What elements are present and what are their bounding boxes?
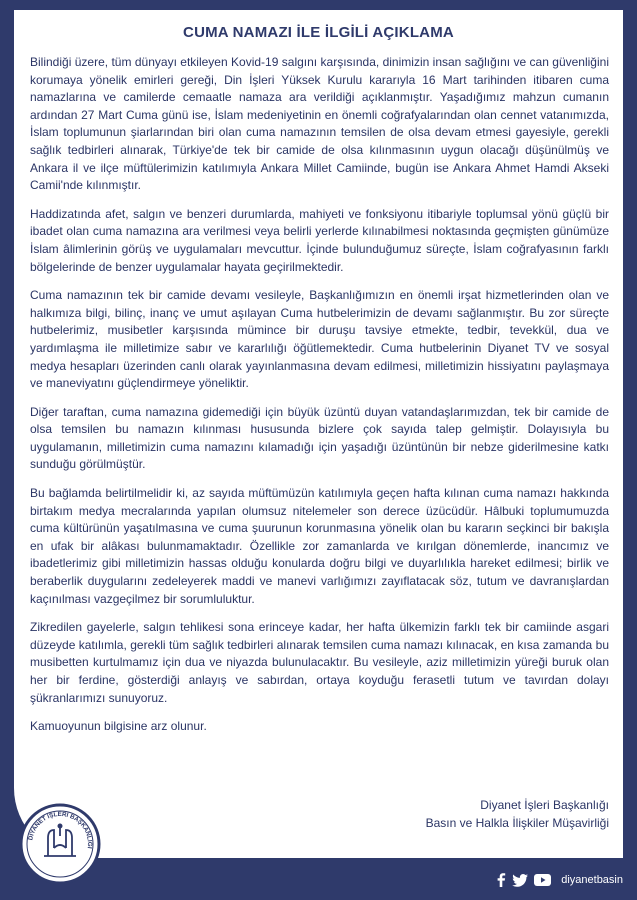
social-footer [497,870,623,890]
paragraph-2: Haddizatında afet, salgın ve benzeri durumlarda, mahiyeti ve fonksiyonu itibariyle toplumsal yönü güçlü bir ibadet olan cuma namazına ara verilmesi veya belirli yerlerde kılınabilmesi noktasında geçmişten günümüze İslam âlimlerinin görüş ve uygulamaları mevcuttur. İçinde bulunduğumuz süreçte, İslam coğrafyasının farklı bölgelerinde de benzer uygulamalar hayata geçirilmektedir. [30,206,609,274]
social-handle[interactable]: diyanetbasin [561,874,623,886]
paragraph-6: Zikredilen gayelerle, salgın tehlikesi sona erinceye kadar, her hafta ülkemizin farklı tek bir camiinde asgari düzeyde katılımla, gerekli tüm sağlık tedbirleri alınarak temsilen cuma namazı kılınacak, en kısa zamanda bu musibetten kurtulmamız için dua ve niyazda bulunulacaktır. Bu vesileyle, aziz milletimizin yüreği buruk olan her bir ferdine, gösterdiği anlayış ve sabırdan, ortaya koyduğu ferasetli tutum ve tavırdan dolayı şükranlarımızı sunuyoruz. [30,620,609,705]
document-body [30,54,609,747]
paragraph-5: Bu bağlamda belirtilmelidir ki, az sayıda müftümüzün katılımıyla geçen hafta kılınan cuma namazı hakkında birtakım medya mecralarında yapılan olumsuz nitelemeler son derece üzücüdür. Hâlbuki toplumumuzda cuma kültürünün yaşatılmasına ve cuma şuurunun korunmasına yönelik olan bu kararın seçkinci bir bakışla en ufak bir alâkası bulunmamaktadır. Özellikle zor zamanlarda ve kırılgan dönemlerde, inancımız ve ibadetlerimiz gibi milletimizin hassas olduğu konularda doğru bilgi ve duyarlılıkla hareket edilmesi; birlik ve beraberlik duygularını zedeleyerek maddi ve manevi varlığımızı zayıflatacak söz, tutum ve davranışlardan kaçınılması vazgeçilmez bir sorumluluktur. [30,486,609,606]
signature-line-1: Diyanet İşleri Başkanlığı [480,798,609,812]
signature-line-2: Basın ve Halkla İlişkiler Müşavirliği [425,816,609,830]
twitter-icon[interactable] [512,874,528,887]
closing-line: Kamuoyunun bilgisine arz olunur. [30,719,207,734]
paragraph-3: Cuma namazının tek bir camide devamı vesileyle, Başkanlığımızın en önemli irşat hizmetlerinden olan ve halkımıza bilgi, bilinç, inanç ve umut aşılayan Cuma hutbelerimizin de devamı sağlanmıştır. Bu zor süreçte hutbelerimiz, musibetler karşısında mümince bir duruşu tavsiye etmekte, tedbir, tevekkül, dua ve yardımlaşma ile milletimize sabır ve kararlılığı öğütlemektedir. Cuma hutbelerinin Diyanet TV ve sosyal medya hesapları üzerinden canlı olarak yayınlanmasına devam edilmesi, milletimizin hissiyatını paylaşmaya ve maneviyatını güçlendirmeye yöneliktir. [30,288,609,391]
signature-block [426,796,609,832]
paragraph-4: Diğer taraftan, cuma namazına gidemediği için büyük üzüntü duyan vatandaşlarımızdan, tek bir camide de olsa temsilen bu namazın kılınması hususunda bizlere çok sayıda talep gelmiştir. Dolayısıyla bu uygulamanın, milletimizin cuma namazını kılamadığı için yaşadığı üzüntünün bir nebze giderilmesine katkı sunduğu görülmüştür. [30,404,609,472]
seal-text: DİYANET İŞLERİ BAŞKANLIĞI [27,810,94,849]
paragraph-1: Bilindiği üzere, tüm dünyayı etkileyen Kovid-19 salgını karşısında, dinimizin insan sağlığını ve can güvenliğini korumaya yönelik emirleri gereği, Din İşleri Yüksek Kurulu kararıyla 16 Mart tarihinden itibaren cuma namazlarına ve camilerde cemaatle namaza ara verildiği açıklanmıştır. Yaşadığımız mahzun cumanın ardından 27 Mart Cuma günü ise, İslam medeniyetinin en önemli coğrafyalarından olan cennet vatanımızda, İslam toplumunun şiarlarından biri olan cuma namazının temsilen de olsa devam etmesi gayesiyle, gerekli sağlık tedbirleri alınarak, Türkiye'de tek bir camide de olsa kılınmasının uygun olacağı düşünülmüş ve Ankara il ve ilçe müftülerimizin katılımıyla Ankara Millet Camiinde, bugün ise Ankara Ahmet Hamdi Akseki Camii'nde kılınmıştır. [30,55,609,193]
page-title: CUMA NAMAZI İLE İLGİLİ AÇIKLAMA [183,24,454,41]
diyanet-logo [18,802,102,886]
youtube-icon[interactable] [534,874,551,886]
document-page [14,10,623,858]
facebook-icon[interactable] [497,873,506,887]
